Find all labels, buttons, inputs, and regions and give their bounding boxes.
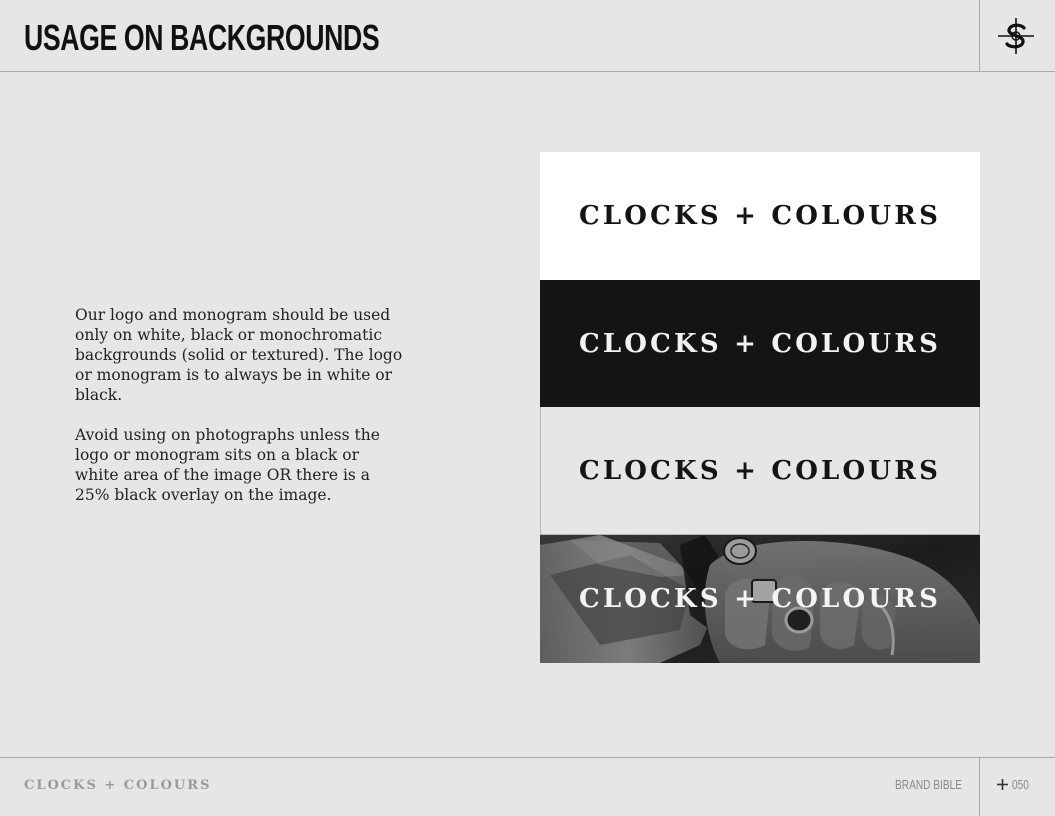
logo-on-photo-panel bbox=[540, 535, 980, 663]
logo-wordmark: CLOCKS + COLOURS bbox=[578, 584, 942, 614]
header-divider bbox=[979, 0, 980, 72]
logo-wordmark: CLOCKS + COLOURS bbox=[578, 201, 942, 231]
logo-wordmark: CLOCKS + COLOURS bbox=[578, 455, 942, 486]
page-footer bbox=[0, 757, 1055, 815]
cc-monogram-icon bbox=[997, 17, 1035, 55]
logo-wordmark: CLOCKS + COLOURS bbox=[578, 329, 942, 359]
page-header bbox=[0, 0, 1055, 72]
page-number: 050 bbox=[1012, 777, 1029, 792]
body-paragraph-2: Avoid using on photographs unless the logo or monogram sits on a black or white area of the image OR there is a 25% black overlay on the image. bbox=[75, 426, 380, 504]
body-copy bbox=[75, 305, 405, 525]
body-paragraph-1: Our logo and monogram should be used only on white, black or monochromatic backgrounds (solid or textured). The logo or monogram is to always be in white or black. bbox=[75, 306, 403, 404]
footer-divider bbox=[979, 758, 980, 816]
logo-on-white-panel bbox=[540, 152, 980, 280]
logo-on-grey-panel bbox=[540, 407, 980, 535]
page-title: USAGE ON BACKGROUNDS bbox=[24, 17, 380, 58]
footer-label: BRAND BIBLE bbox=[895, 777, 963, 792]
logo-on-black-panel bbox=[540, 280, 980, 408]
plus-icon bbox=[997, 779, 1008, 790]
footer-brand: CLOCKS + COLOURS bbox=[24, 778, 212, 793]
